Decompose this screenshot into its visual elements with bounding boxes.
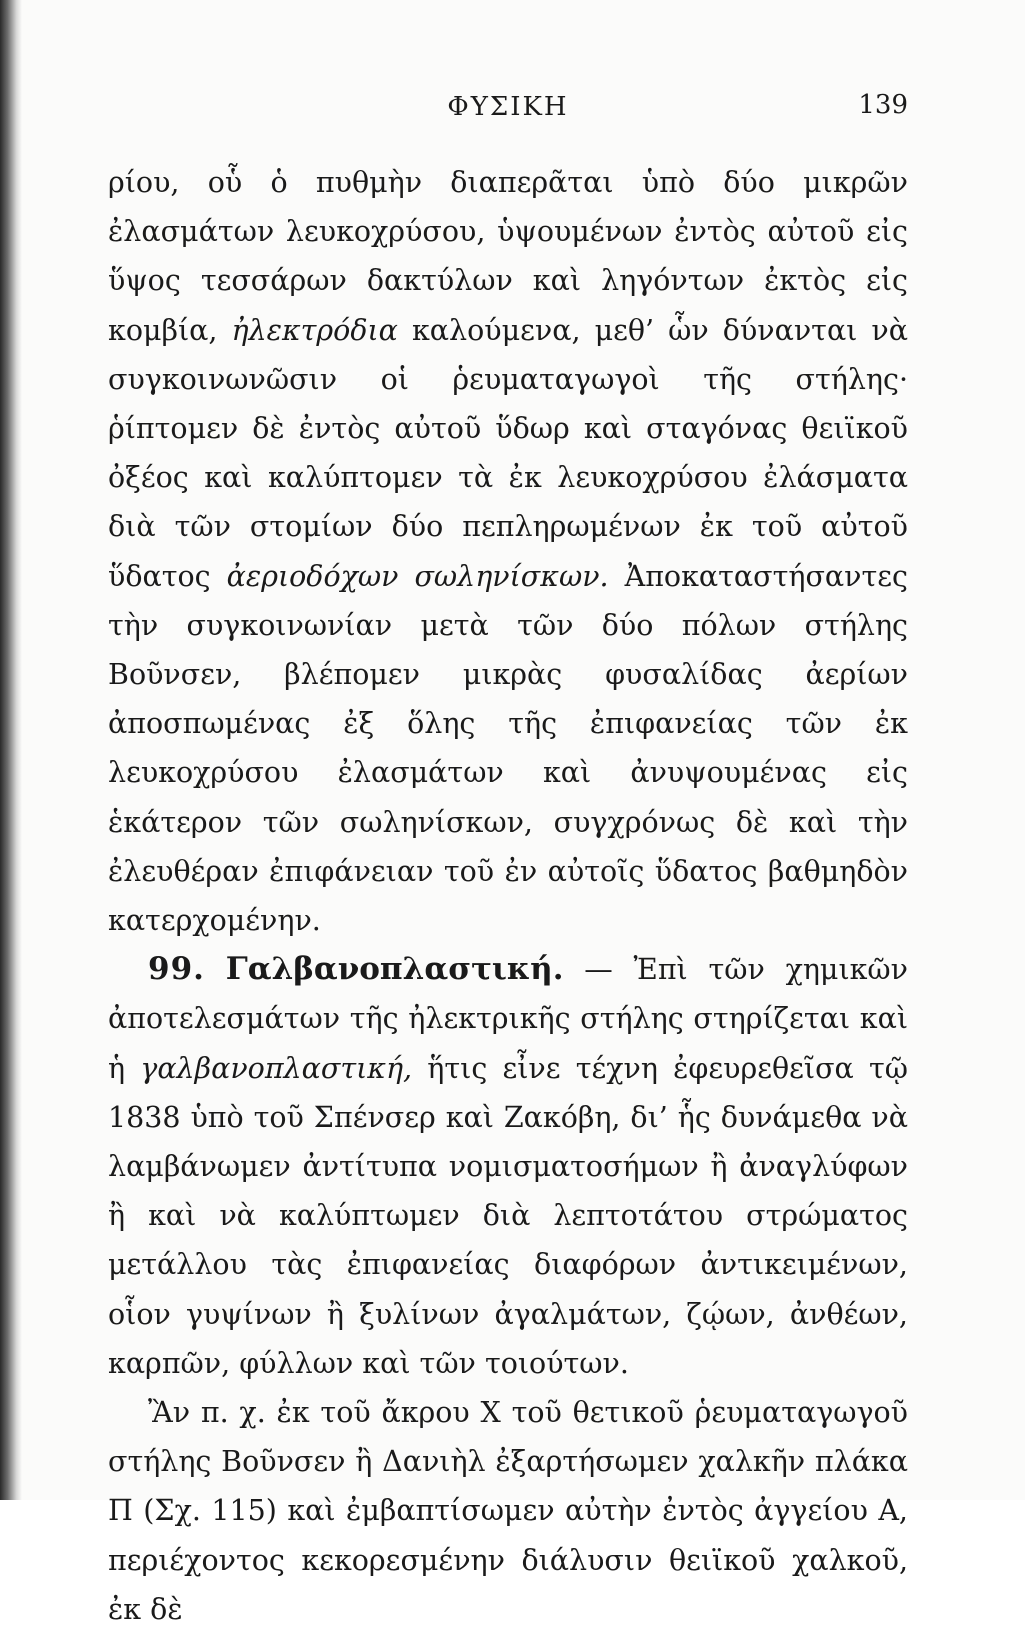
running-title: ΦΥΣΙΚΗ (447, 92, 569, 122)
text-run: ρίου, οὗ ὁ πυθμὴν διαπερᾶται ὑπὸ δύο μικρῶν ἐλασμάτων λευκοχρύσου, ὑψουμένων ἐντὸς αὐτοῦ εἰς ὕψος τεσσάρων δακτύλων καὶ ληγόντων ἐκτὸς εἰς κομβία, (108, 166, 908, 347)
text-run: — Ἐπὶ τῶν χημικῶν ἀποτελεσμάτων τῆς ἠλεκτρικῆς στήλης στηρίζεται καὶ ἡ (108, 953, 908, 1085)
page-edge-shadow (0, 0, 22, 1500)
paragraph-continuation (108, 158, 908, 945)
italic-term: ἠλεκτρόδια (231, 313, 398, 347)
italic-term: γαλβανοπλαστική, (140, 1051, 413, 1085)
section-paragraph (108, 945, 908, 1388)
section-title: Γαλβανοπλαστική. (225, 951, 564, 988)
page-number: 139 (858, 90, 908, 120)
text-run: Ἀποκαταστήσαντες τὴν συγκοινωνίαν μετὰ τῶν δύο πόλων στήλης Βοῦνσεν, βλέπομεν μικρὰς φυσαλίδας ἀερίων ἀποσπωμένας ἐξ ὅλης τῆς ἐπιφανείας τῶν ἐκ λευκοχρύσου ἐλασμάτων καὶ ἀνυψουμένας εἰς ἑκάτερον τῶν σωληνίσκων, συγχρόνως δὲ καὶ τὴν ἐλευθέραν ἐπιφάνειαν τοῦ ἐν αὐτοῖς ὕδατος βαθμηδὸν κατερχομένην. (108, 559, 908, 938)
text-run: ἥτις εἶνε τέχνη ἐφευρεθεῖσα τῷ 1838 ὑπὸ τοῦ Σπένσερ καὶ Ζακόβη, δι’ ἧς δυνάμεθα νὰ λαμβάνωμεν ἀντίτυπα νομισματοσήμων ἢ ἀναγλύφων ἢ καὶ νὰ καλύπτωμεν διὰ λεπτοτάτου στρώματος μετάλλου τὰς ἐπιφανείας διαφόρων ἀντικειμένων, οἷον γυψίνων ἢ ξυλίνων ἀγαλμάτων, ζῴων, ἀνθέων, καρπῶν, φύλλων καὶ τῶν τοιούτων. (108, 1051, 908, 1380)
paragraph (108, 1388, 908, 1634)
italic-term: ἀεριοδόχων σωληνίσκων. (226, 559, 609, 593)
text-run: καλούμενα, μεθ’ ὧν δύνανται νὰ συγκοινωνῶσιν οἱ ῥευματαγωγοὶ τῆς στήλης· ῥίπτομεν δὲ ἐντὸς αὐτοῦ ὕδωρ καὶ σταγόνας θειϊκοῦ ὀξέος καὶ καλύπτομεν τὰ ἐκ λευκοχρύσου ἐλάσματα διὰ τῶν στομίων δύο πεπληρωμένων ἐκ τοῦ αὐτοῦ ὕδατος (108, 313, 909, 593)
body-text (108, 158, 908, 1634)
text-run: Ἂν π. χ. ἐκ τοῦ ἄκρου Χ τοῦ θετικοῦ ῥευματαγωγοῦ στήλης Βοῦνσεν ἢ Δανιὴλ ἐξαρτήσωμεν χαλκῆν πλάκα Π (Σχ. 115) καὶ ἐμβαπτίσωμεν αὐτὴν ἐντὸς ἀγγείου Α, περιέχοντος κεκορεσμένην διάλυσιν θειϊκοῦ χαλκοῦ, ἐκ δὲ (108, 1396, 908, 1626)
page-header (108, 92, 908, 132)
section-number: 99. (148, 951, 205, 988)
